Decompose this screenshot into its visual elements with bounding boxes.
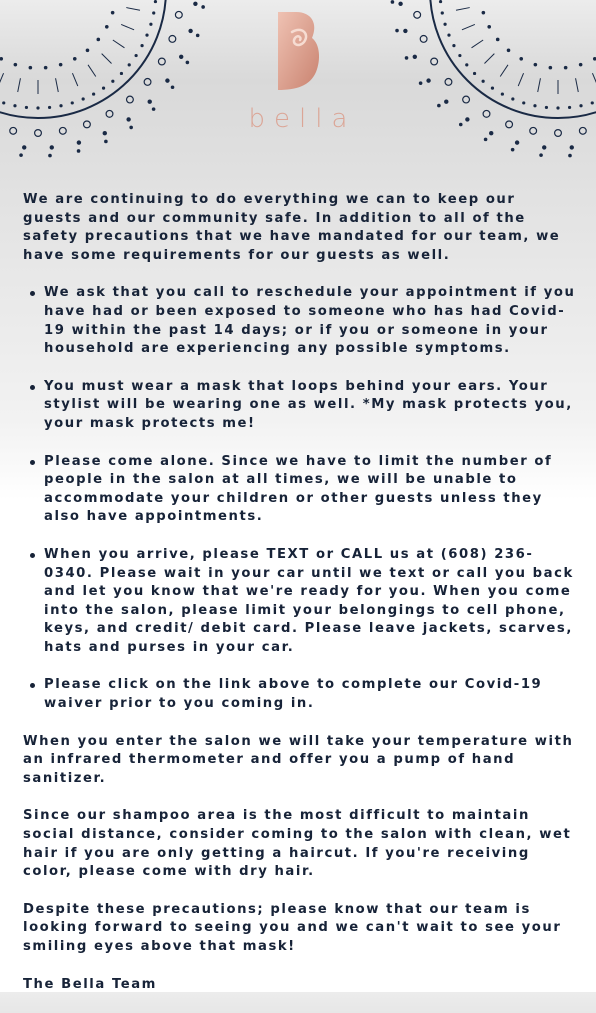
closing-paragraph: Despite these precautions; please know that our team is looking forward to seeing you and we can't wait to see your smiling eyes above that mask!	[23, 901, 562, 954]
shampoo-paragraph: Since our shampoo area is the most difficult to maintain social distance, consider coming to the salon with clean, wet hair if you are only getting a haircut. If you're receiving color, please come with dry hair.	[23, 808, 572, 880]
list-item: Please come alone. Since we have to limit the number of people in the salon at all times, we will be unable to accommodate your children or other guests unless they also have appointments.	[44, 453, 579, 527]
list-item: When you arrive, please TEXT or CALL us at (608) 236-0340. Please wait in your car until we text or call you back and let you know that we're ready for you. When you come into the salon, please limit your belongings to cell phone, keys, and credit/ debit card. Please leave jackets, scarves, hats and purses in your car.	[44, 546, 579, 658]
temperature-paragraph: When you enter the salon we will take your temperature with an infrared thermometer and offer you a pump of hand sanitizer.	[23, 733, 574, 786]
list-item: We ask that you call to reschedule your appointment if you have had or been exposed to someone who has had Covid- 19 within the past 14 days; or if you or someone in your household are experiencing any possible symptoms.	[44, 284, 579, 358]
requirements-list	[23, 284, 579, 713]
list-item: Please click on the link above to complete our Covid-19 waiver prior to you coming in.	[44, 676, 579, 713]
bella-b-monogram-icon	[274, 10, 322, 92]
covid-guidelines	[23, 191, 579, 1013]
list-item: You must wear a mask that loops behind your ears. Your stylist will be wearing one as well. *My mask protects you, your mask protects me!	[44, 378, 579, 434]
signature: The Bella Team	[23, 976, 157, 992]
brand-name: bella	[248, 104, 357, 134]
brand-logo	[0, 10, 596, 134]
intro-paragraph: We are continuing to do everything we can to keep our guests and our community safe. In addition to all of the safety precautions that we have mandated for our team, we have some requirements for our guests as well.	[23, 192, 561, 263]
